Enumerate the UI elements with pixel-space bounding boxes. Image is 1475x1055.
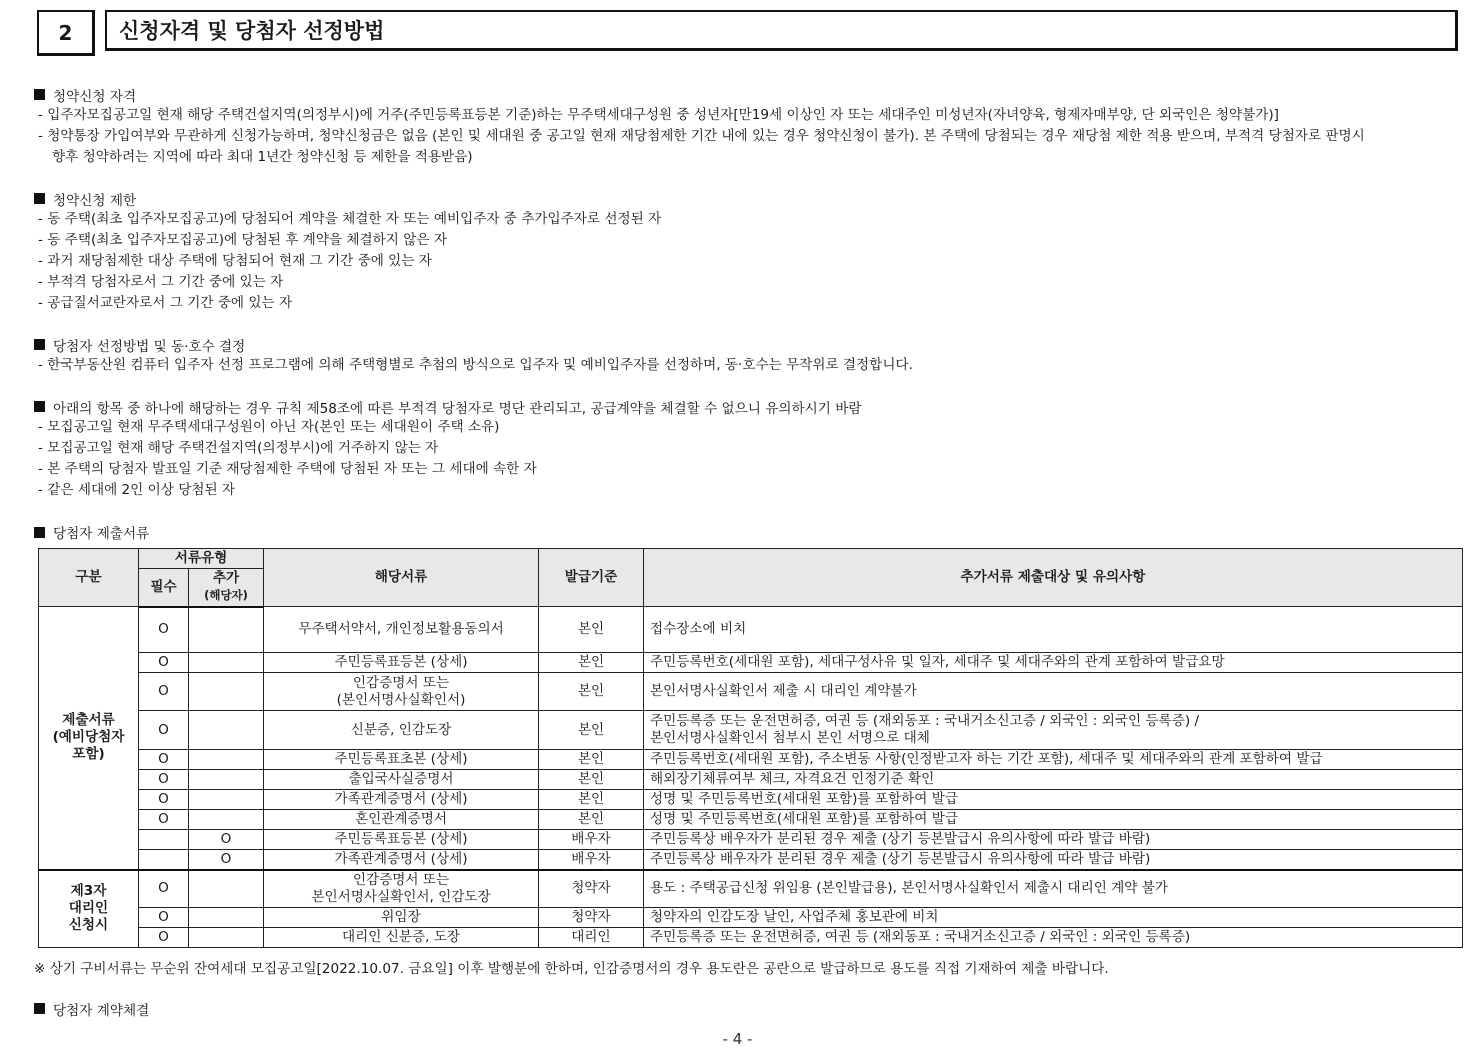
col-required: 필수 [139,569,189,607]
document-line: 본인서명사실확인서, 인감도장 [311,888,491,905]
list-item: - 공급질서교란자로서 그 기간 중에 있는 자 [34,293,1464,314]
section-heading: 청약신청 제한 [53,192,137,209]
additional-mark [189,711,264,750]
table-row [39,870,1463,908]
required-mark: O [139,653,189,673]
documents-table [38,548,1463,948]
group-submit-docs [39,607,1463,870]
note-line: 주민등록상 배우자가 분리된 경우 제출 (상기 등본발급시 유의사항에 따라 발급 바람) [650,850,1151,867]
notes-cell [644,790,1463,810]
document-cell [264,850,539,870]
document-cell [264,673,539,711]
issuer-cell: 배우자 [539,830,644,850]
col-document: 해당서류 [264,549,539,607]
document-cell [264,928,539,948]
list-item: - 입주자모집공고일 현재 해당 주택건설지역(의정부시)에 거주(주민등록표등본 기준)하는 무주택세대구성원 중 성년자[만19세 이상인 자 또는 세대주인 미성년자(자녀양육, 형제자매부양, 단 외국인은 청약불가)] [34,105,1464,126]
note-line: 해외장기체류여부 체크, 자격요건 인정기준 확인 [650,771,935,787]
group-label-line: 신청시 [68,917,109,934]
document-line: 무주택서약서, 개인정보활용동의서 [298,621,504,637]
col-category: 구분 [39,549,139,607]
issuer-cell: 본인 [539,770,644,790]
issuer-cell: 본인 [539,607,644,653]
next-section [34,998,149,1019]
additional-mark [189,870,264,908]
document-cell [264,908,539,928]
section-block [34,188,1464,314]
list-item: - 청약통장 가입여부와 무관하게 신청가능하며, 청약신청금은 없음 (본인 및 세대원 중 공고일 현재 재당첨제한 기간 내에 있는 경우 청약신청이 불가). 본 주택에 당첨되는 경우 재당첨 제한 적용 받으며, 부적격 당첨자로 판명시 [34,126,1464,147]
document-line: 주민등록표초본 (상세) [334,751,468,767]
note-line: 접수장소에 비치 [650,621,747,637]
required-mark: O [139,673,189,711]
section-block [34,396,1464,501]
bullet-square-icon [34,401,45,412]
document-line: 출입국사실증명서 [348,771,454,787]
note-line: 성명 및 주민등록번호(세대원 포함)를 포함하여 발급 [650,811,958,827]
group-proxy-docs [39,870,1463,948]
note-line: 성명 및 주민등록번호(세대원 포함)를 포함하여 발급 [650,791,958,807]
required-mark [139,830,189,850]
additional-mark [189,770,264,790]
document-line: 가족관계증명서 (상세) [334,791,468,807]
table-row [39,673,1463,711]
additional-mark [189,653,264,673]
notes-cell [644,607,1463,653]
notes-cell [644,908,1463,928]
section-number: 2 [37,10,95,56]
table-row [39,810,1463,830]
bullet-square-icon [34,89,45,100]
note-line: 용도 : 주택공급신청 위임용 (본인발급용), 본인서명사실확인서 제출시 대리인 계약 불가 [650,880,1168,897]
additional-mark [189,908,264,928]
issuer-cell: 본인 [539,711,644,750]
section-heading: 아래의 항목 중 하나에 해당하는 경우 규칙 제58조에 따른 부적격 당첨자로 명단 관리되고, 공급계약을 체결할 수 없으니 유의하시기 바람 [53,400,862,417]
additional-mark: O [189,830,264,850]
table-heading-row [34,521,1464,543]
document-line: 위임장 [381,909,421,925]
table-row [39,770,1463,790]
section-header [37,10,1461,53]
document-line: 혼인관계증명서 [355,811,447,827]
group-label-line: 제출서류 [62,712,115,729]
notes-cell [644,673,1463,711]
col-doc-type: 서류유형 [139,549,264,569]
section-heading-row [34,334,1464,355]
group-label [39,870,139,948]
group-label [39,607,139,870]
required-mark: O [139,750,189,770]
list-item: - 모집공고일 현재 해당 주택건설지역(의정부시)에 거주하지 않는 자 [34,438,1464,459]
group-label-line: 제3자 [70,883,107,900]
additional-mark [189,607,264,653]
list-item: - 모집공고일 현재 무주택세대구성원이 아닌 자(본인 또는 세대원이 주택 소유) [34,417,1464,438]
section-heading-row [34,188,1464,209]
issuer-cell: 청약자 [539,908,644,928]
col-issuer: 발급기준 [539,549,644,607]
document-line: 가족관계증명서 (상세) [334,850,468,867]
document-cell [264,770,539,790]
issuer-cell: 본인 [539,810,644,830]
additional-mark [189,750,264,770]
col-additional-label: 추가 [212,570,240,587]
notes-cell [644,750,1463,770]
document-cell [264,830,539,850]
bullet-square-icon [34,1003,45,1014]
issuer-cell: 본인 [539,790,644,810]
bullet-square-icon [34,527,45,538]
required-mark: O [139,607,189,653]
table-row [39,790,1463,810]
section-heading: 당첨자 선정방법 및 동·호수 결정 [53,338,246,355]
table-row [39,750,1463,770]
table-row [39,830,1463,850]
document-line: 신분증, 인감도장 [350,721,452,738]
issuer-cell: 배우자 [539,850,644,870]
list-item: 향후 청약하려는 지역에 따라 최대 1년간 청약신청 등 제한을 적용받음) [52,149,473,165]
required-mark: O [139,870,189,908]
issuer-cell: 본인 [539,653,644,673]
section-title: 신청자격 및 당첨자 선정방법 [105,10,1458,51]
notes-cell [644,870,1463,908]
table-row [39,607,1463,653]
list-item: - 본 주택의 당첨자 발표일 기준 재당첨제한 주택에 당첨된 자 또는 그 세대에 속한 자 [34,459,1464,480]
list-item: - 같은 세대에 2인 이상 당첨된 자 [34,480,1464,501]
document-line: 인감증명서 또는 [352,674,450,691]
document-cell [264,750,539,770]
issuer-cell: 대리인 [539,928,644,948]
additional-mark [189,928,264,948]
document-line: 인감증명서 또는 [352,871,450,888]
section-heading-row [34,84,1464,105]
note-line: 본인서명사실확인서 첨부시 본인 서명으로 대체 [650,730,930,746]
notes-cell [644,928,1463,948]
document-cell [264,711,539,750]
table-heading: 당첨자 제출서류 [53,526,150,542]
notes-cell [644,830,1463,850]
section-heading: 청약신청 자격 [53,88,137,105]
bullet-square-icon [34,193,45,204]
list-item: - 동 주택(최초 입주자모집공고)에 당첨되어 계약을 체결한 자 또는 예비입주자 중 추가입주자로 선정된 자 [34,209,1464,230]
required-mark: O [139,770,189,790]
document-line: 대리인 신분증, 도장 [341,929,460,945]
table-row [39,711,1463,750]
document-cell [264,653,539,673]
additional-mark [189,790,264,810]
table-row [39,850,1463,870]
table-row [39,908,1463,928]
section-block [34,334,1464,376]
list-item: - 동 주택(최초 입주자모집공고)에 당첨된 후 계약을 체결하지 않은 자 [34,230,1464,251]
section-heading-row [34,396,1464,417]
list-item: - 부적격 당첨자로서 그 기간 중에 있는 자 [34,272,1464,293]
required-mark: O [139,790,189,810]
required-mark [139,850,189,870]
document-cell [264,870,539,908]
notes-cell [644,810,1463,830]
additional-mark: O [189,850,264,870]
col-notes: 추가서류 제출대상 및 유의사항 [644,549,1463,607]
document-cell [264,790,539,810]
group-label-line: 포함) [72,746,105,763]
section-block [34,84,1464,168]
table-row [39,928,1463,948]
col-additional [189,569,264,607]
note-line: 주민등록증 또는 운전면허증, 여권 등 (재외동포 : 국내거소신고증 / 외국인 : 외국인 등록증) / [650,713,1200,729]
note-line: 주민등록번호(세대원 포함), 세대구성사유 및 일자, 세대주 및 세대주와의 관계 포함하여 발급요망 [650,654,1225,670]
additional-mark [189,810,264,830]
issuer-cell: 본인 [539,750,644,770]
group-label-line: 대리인 [68,900,109,917]
note-line: 청약자의 인감도장 날인, 사업주체 홍보관에 비치 [650,909,939,925]
content-body [34,84,1464,543]
issuer-cell: 본인 [539,673,644,711]
note-line: 주민등록증 또는 운전면허증, 여권 등 (재외동포 : 국내거소신고증 / 외국인 : 외국인 등록증) [650,929,1191,945]
document-line: (본인서명사실확인서) [336,691,466,708]
document-line: 주민등록표등본 (상세) [334,654,468,670]
list-item: - 한국부동산원 컴퓨터 입주자 선정 프로그램에 의해 주택형별로 추첨의 방식으로 입주자 및 예비입주자를 선정하며, 동·호수는 무작위로 결정합니다. [34,355,1464,376]
notes-cell [644,850,1463,870]
notes-cell [644,711,1463,750]
next-section-heading: 당첨자 계약체결 [53,1002,150,1019]
list-item: - 과거 재당첨제한 대상 주택에 당첨되어 현재 그 기간 중에 있는 자 [34,251,1464,272]
note-line: 주민등록상 배우자가 분리된 경우 제출 (상기 등본발급시 유의사항에 따라 발급 바람) [650,831,1151,847]
document-cell [264,607,539,653]
required-mark: O [139,928,189,948]
required-mark: O [139,711,189,750]
notes-cell [644,653,1463,673]
note-line: 본인서명사실확인서 제출 시 대리인 계약불가 [650,683,917,699]
additional-mark [189,673,264,711]
note-line: 주민등록번호(세대원 포함), 주소변동 사항(인정받고자 하는 기간 포함), 세대주 및 세대주와의 관계 포함하여 발급 [650,751,1323,767]
required-mark: O [139,908,189,928]
col-additional-sub: (해당자) [204,588,248,603]
bullet-square-icon [34,339,45,350]
issuer-cell: 청약자 [539,870,644,908]
document-cell [264,810,539,830]
document-line: 주민등록표등본 (상세) [334,831,468,847]
required-mark: O [139,810,189,830]
table-row [39,653,1463,673]
notes-cell [644,770,1463,790]
page-number: - 4 - [722,1030,753,1048]
group-label-line: (예비당첨자 [52,729,125,746]
footnote: ※ 상기 구비서류는 무순위 잔여세대 모집공고일[2022.10.07. 금요일] 이후 발행분에 한하며, 인감증명서의 경우 용도란은 공란으로 발급하므로 용도를 직접 기재하여 제출 바랍니다. [34,961,1109,977]
